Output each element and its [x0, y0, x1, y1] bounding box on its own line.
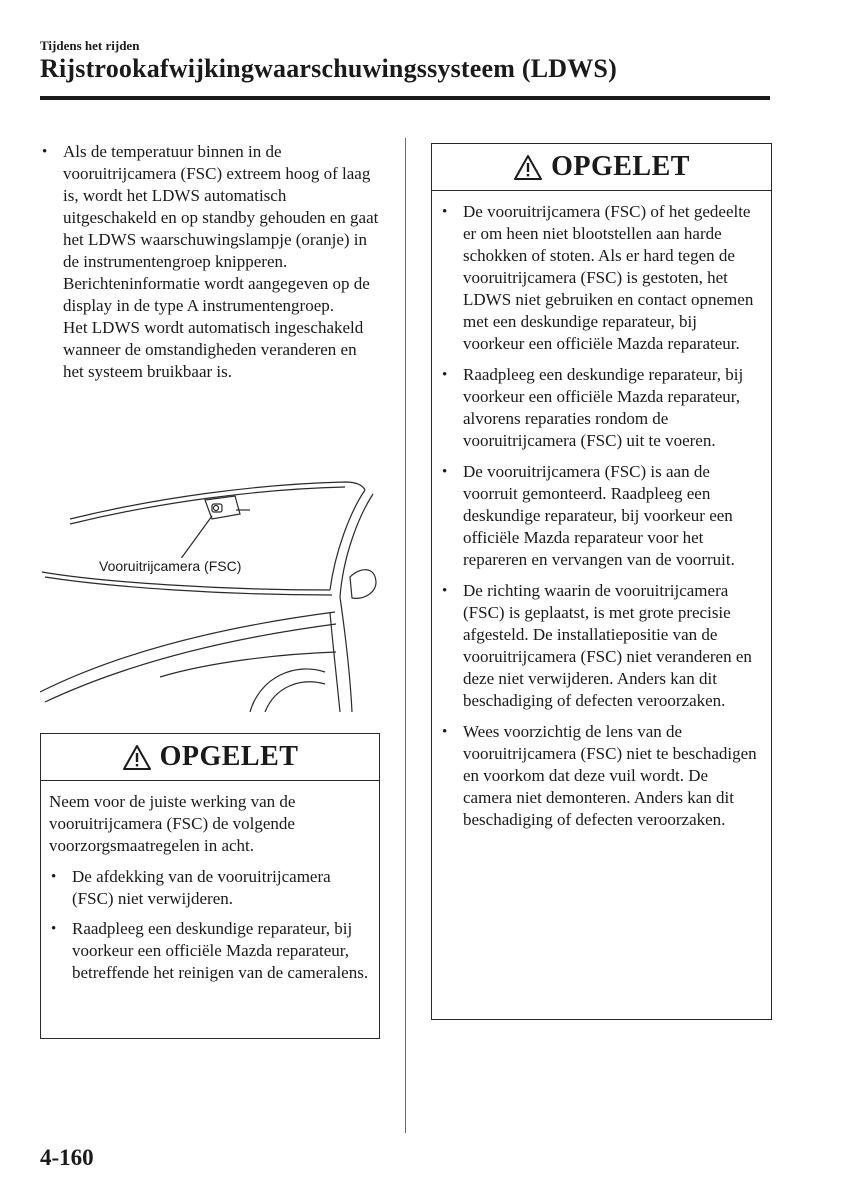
caution-bullet-list — [49, 866, 369, 984]
caution-header — [432, 144, 771, 191]
bullet-text: De vooruitrijcamera (FSC) of het gedeelte er om heen niet blootstellen aan harde schokken of stoten. Als er hard tegen de vooruitrijcamera (FSC) is gestoten, het LDWS niet gebruiken en contact opnemen met een deskundige reparateur, bij voorkeur een officiële Mazda reparateur. — [463, 202, 754, 353]
list-item — [440, 461, 761, 571]
caution-body — [432, 191, 771, 831]
bullet-text: De afdekking van de vooruitrijcamera (FSC) niet verwijderen. — [72, 867, 331, 908]
list-item — [440, 580, 761, 712]
list-item — [440, 364, 761, 452]
list-item — [440, 201, 761, 355]
bullet-icon: • — [51, 921, 57, 937]
bullet-text: Raadpleeg een deskundige reparateur, bij voorkeur een officiële Mazda reparateur, betreffende het reinigen van de cameralens. — [72, 919, 369, 982]
windshield-camera-figure — [40, 462, 380, 712]
caution-box-right — [431, 143, 772, 1020]
bullet-icon: • — [442, 464, 448, 480]
section-label: Tijdens het rijden — [40, 38, 140, 53]
list-item — [49, 866, 369, 910]
caution-bullet-list — [440, 201, 761, 831]
bullet-icon: • — [442, 367, 448, 383]
list-item — [440, 721, 761, 831]
bullet-icon: • — [442, 583, 448, 599]
list-item — [40, 141, 380, 383]
caution-box-left — [40, 733, 380, 1039]
bullet-text: De richting waarin de vooruitrijcamera (FSC) is geplaatst, is met grote precisie afgesteld. De installatiepositie van de vooruitrijcamera (FSC) niet veranderen en deze niet verwijderen. Anders kan dit beschadiging of defecten veroorzaken. — [463, 581, 752, 710]
caution-intro: Neem voor de juiste werking van de vooruitrijcamera (FSC) de volgende voorzorgsmaatregelen in acht. — [49, 792, 296, 855]
bullet-icon: • — [442, 724, 448, 740]
warning-triangle-icon — [122, 744, 152, 771]
figure-label: Vooruitrijcamera (FSC) — [99, 558, 242, 574]
bullet-icon: • — [51, 869, 57, 885]
column-divider — [405, 138, 406, 1133]
caution-header — [41, 734, 379, 781]
caution-heading: OPGELET — [551, 151, 690, 182]
page-number: 4-160 — [40, 1145, 94, 1170]
bullet-text: De vooruitrijcamera (FSC) is aan de voorruit gemonteerd. Raadpleeg een deskundige reparateur, bij voorkeur een officiële Mazda reparateur voor het repareren en vervangen van de voorruit. — [463, 462, 735, 569]
bullet-text: Wees voorzichtig de lens van de vooruitrijcamera (FSC) niet te beschadigen en voorkom dat deze vuil wordt. De camera niet demonteren. Anders kan dit beschadiging of defecten veroorzaken. — [463, 722, 757, 829]
bullet-icon: • — [442, 204, 448, 220]
left-intro — [40, 141, 380, 383]
bullet-icon: • — [42, 144, 48, 160]
bullet-text: Als de temperatuur binnen in de vooruitrijcamera (FSC) extreem hoog of laag is, wordt het LDWS automatisch uitgeschakeld en op standby gehouden en gaat het LDWS waarschuwingslampje (oranje) in de instrumentengroep knipperen. Berichteninformatie wordt aangegeven op de display in de type A instrumentengroep. Het LDWS wordt automatisch ingeschakeld wanneer de omstandigheden veranderen en het systeem bruikbaar is. — [63, 142, 379, 381]
bullet-text: Raadpleeg een deskundige reparateur, bij voorkeur een officiële Mazda reparateur, alvorens reparaties rondom de vooruitrijcamera (FSC) uit te voeren. — [463, 365, 744, 450]
page-title: Rijstrookafwijkingwaarschuwingssysteem (LDWS) — [40, 54, 617, 83]
list-item — [49, 918, 369, 984]
caution-body — [41, 781, 379, 984]
title-rule — [40, 96, 770, 100]
car-windshield-illustration — [40, 462, 380, 712]
warning-triangle-icon — [513, 154, 543, 181]
left-bullet-list — [40, 141, 380, 383]
caution-heading: OPGELET — [159, 741, 299, 772]
